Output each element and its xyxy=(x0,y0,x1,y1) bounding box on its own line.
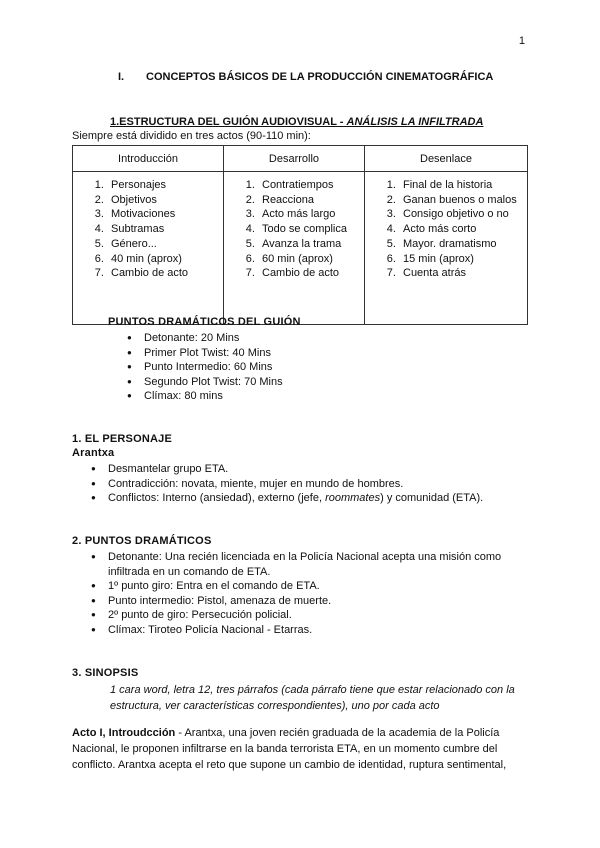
list-item: 7. Cuenta atrás xyxy=(399,266,523,281)
acts-header-development: Desarrollo xyxy=(224,146,365,172)
conflicts-text-end: ) y comunidad (ETA). xyxy=(380,492,484,505)
dramatic-points-heading: PUNTOS DRAMÁTICOS DEL GUIÓN xyxy=(108,316,301,328)
act-one-label: Acto I, Introudcción xyxy=(72,727,176,739)
list-item: ● Detonante: 20 Mins xyxy=(144,331,283,346)
chapter-title: CONCEPTOS BÁSICOS DE LA PRODUCCIÓN CINEMATOGRÁFICA xyxy=(146,71,494,83)
character-heading: 1. EL PERSONAJE xyxy=(72,433,172,445)
list-item: 5. Mayor. dramatismo xyxy=(399,237,523,252)
list-item: 6. 60 min (aprox) xyxy=(258,252,360,267)
list-item: 3. Acto más largo xyxy=(258,207,360,222)
conflicts-text-start: Conflictos: Interno (ansiedad), externo (jefe, xyxy=(108,492,323,505)
synopsis-act-one xyxy=(72,725,532,773)
conflicts-emphasis: roommates xyxy=(325,492,381,505)
chapter-roman-numeral: I. xyxy=(118,71,125,83)
list-item: ● Detonante: Una recién licenciada en la Policía Nacional acepta una misión como infiltrada en un comando de ETA. xyxy=(108,550,528,579)
structure-subtitle: ANÁLISIS LA INFILTRADA xyxy=(346,116,484,128)
list-item: ● 1º punto giro: Entra en el comando de ETA. xyxy=(108,579,528,594)
structure-title: 1.ESTRUCTURA DEL GUIÓN AUDIOVISUAL - xyxy=(110,116,344,128)
character-name: Arantxa xyxy=(72,447,115,459)
character-list xyxy=(108,462,528,506)
list-item: 4. Acto más corto xyxy=(399,222,523,237)
list-item: ● Segundo Plot Twist: 70 Mins xyxy=(144,375,283,390)
list-item: 7. Cambio de acto xyxy=(258,266,360,281)
plot-points-heading: 2. PUNTOS DRAMÁTICOS xyxy=(72,535,212,547)
list-item: 6. 40 min (aprox) xyxy=(107,252,219,267)
list-item: 5. Avanza la trama xyxy=(258,237,360,252)
list-item: 1. Final de la historia xyxy=(399,178,523,193)
synopsis-note: 1 cara word, letra 12, tres párrafos (cada párrafo tiene que estar relacionado con la estructura, ver características correspondientes), uno por cada acto xyxy=(110,684,515,712)
synopsis-heading: 3. SINOPSIS xyxy=(72,667,139,679)
acts-cell-intro xyxy=(73,172,224,325)
intro-list xyxy=(79,178,219,281)
acts-table xyxy=(72,145,528,325)
list-item: ● Punto Intermedio: 60 Mins xyxy=(144,360,283,375)
list-item: 1. Personajes xyxy=(107,178,219,193)
list-item: ● Punto intermedio: Pistol, amenaza de muerte. xyxy=(108,594,528,609)
list-item: ● Contradicción: novata, miente, mujer en mundo de hombres. xyxy=(108,477,528,492)
list-item: ● 2º punto de giro: Persecución policial. xyxy=(108,608,528,623)
ending-list xyxy=(371,178,523,281)
page-number: 1 xyxy=(518,35,525,47)
list-item: ● Primer Plot Twist: 40 Mins xyxy=(144,346,283,361)
acts-cell-development xyxy=(224,172,365,325)
list-item: 2. Objetivos xyxy=(107,193,219,208)
structure-intro: Siempre está dividido en tres actos (90-110 min): xyxy=(72,130,311,142)
list-item: 5. Género... xyxy=(107,237,219,252)
list-item: 2. Reacciona xyxy=(258,193,360,208)
plot-points-list xyxy=(108,550,528,638)
acts-cell-ending xyxy=(365,172,528,325)
act-one-text: - Arantxa, una joven recién graduada de la academia de la Policía Nacional, le proponen infiltrarse en la banda terrorista ETA, en un momento cumbre del conflicto. Arantxa acepta el reto que supone un cambio de identidad, ruptura sentimental, xyxy=(72,727,507,771)
list-item: 3. Consigo objetivo o no xyxy=(399,207,523,222)
list-item: 3. Motivaciones xyxy=(107,207,219,222)
acts-header-ending: Desenlace xyxy=(365,146,528,172)
list-item: 6. 15 min (aprox) xyxy=(399,252,523,267)
list-item: 4. Todo se complica xyxy=(258,222,360,237)
list-item: 2. Ganan buenos o malos xyxy=(399,193,523,208)
acts-table-body-row xyxy=(73,172,528,325)
list-item: 4. Subtramas xyxy=(107,222,219,237)
list-item: ● Clímax: Tiroteo Policía Nacional - Etarras. xyxy=(108,623,528,638)
list-item: 7. Cambio de acto xyxy=(107,266,219,281)
list-item: ● Desmantelar grupo ETA. xyxy=(108,462,528,477)
development-list xyxy=(230,178,360,281)
acts-header-intro: Introducción xyxy=(73,146,224,172)
structure-heading xyxy=(110,116,483,128)
list-item: ● Clímax: 80 mins xyxy=(144,389,283,404)
chapter-heading xyxy=(118,71,493,83)
dramatic-points-list xyxy=(144,331,283,404)
acts-table-header-row xyxy=(73,146,528,172)
list-item: 1. Contratiempos xyxy=(258,178,360,193)
list-item xyxy=(108,491,528,506)
